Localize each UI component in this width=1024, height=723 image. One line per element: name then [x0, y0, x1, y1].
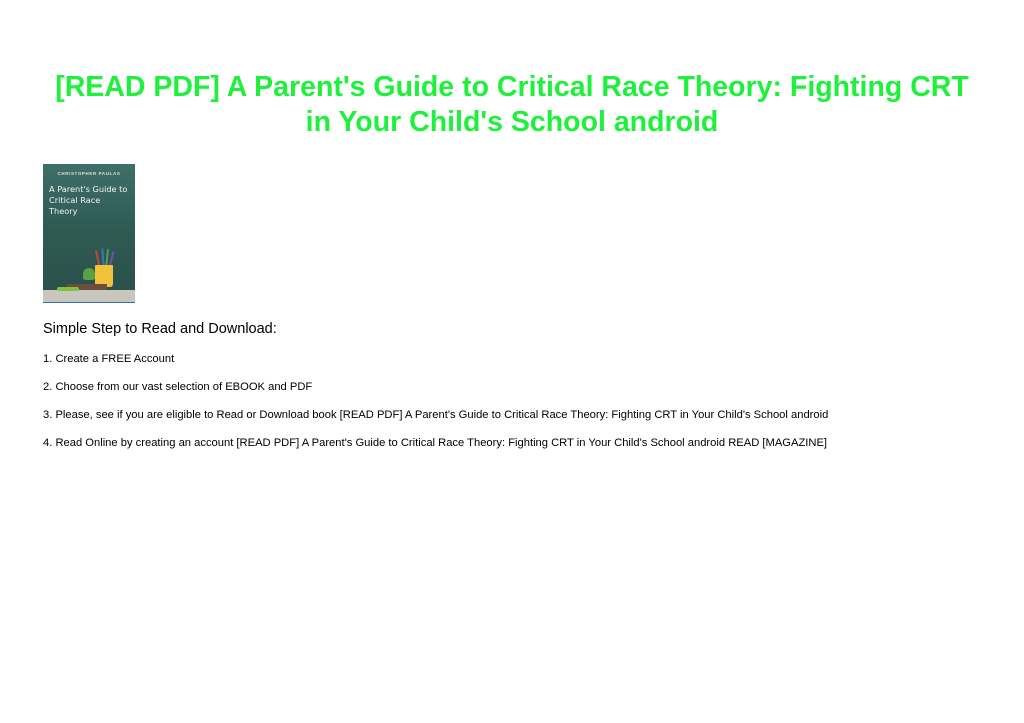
page-title: [READ PDF] A Parent's Guide to Critical Race Theory: Fighting CRT in Your Child's School android — [55, 71, 969, 138]
cover-subtitle-band — [49, 214, 131, 219]
cover-plant-illustration — [83, 268, 95, 280]
step-item-4: 4. Read Online by creating an account [READ PDF] A Parent's Guide to Critical Race Theory: Fighting CRT in Your Child's School android READ [MAGAZINE] — [43, 437, 828, 449]
step-item-3: 3. Please, see if you are eligible to Read or Download book [READ PDF] A Parent's Guide to Critical Race Theory: Fighting CRT in Your Child's School android — [43, 409, 829, 421]
step-item-1: 1. Create a FREE Account — [43, 353, 175, 365]
cover-title: A Parent's Guide to Critical Race Theory — [49, 184, 128, 216]
cover-desk-surface — [43, 290, 135, 303]
intro-heading: Simple Step to Read and Download: — [43, 321, 277, 337]
book-cover-image — [43, 164, 135, 303]
cover-author: CHRISTOPHER PAULAS — [57, 171, 121, 176]
step-item-2: 2. Choose from our vast selection of EBOOK and PDF — [43, 381, 313, 393]
cover-scissors — [57, 287, 79, 291]
steps-list — [43, 352, 1003, 464]
